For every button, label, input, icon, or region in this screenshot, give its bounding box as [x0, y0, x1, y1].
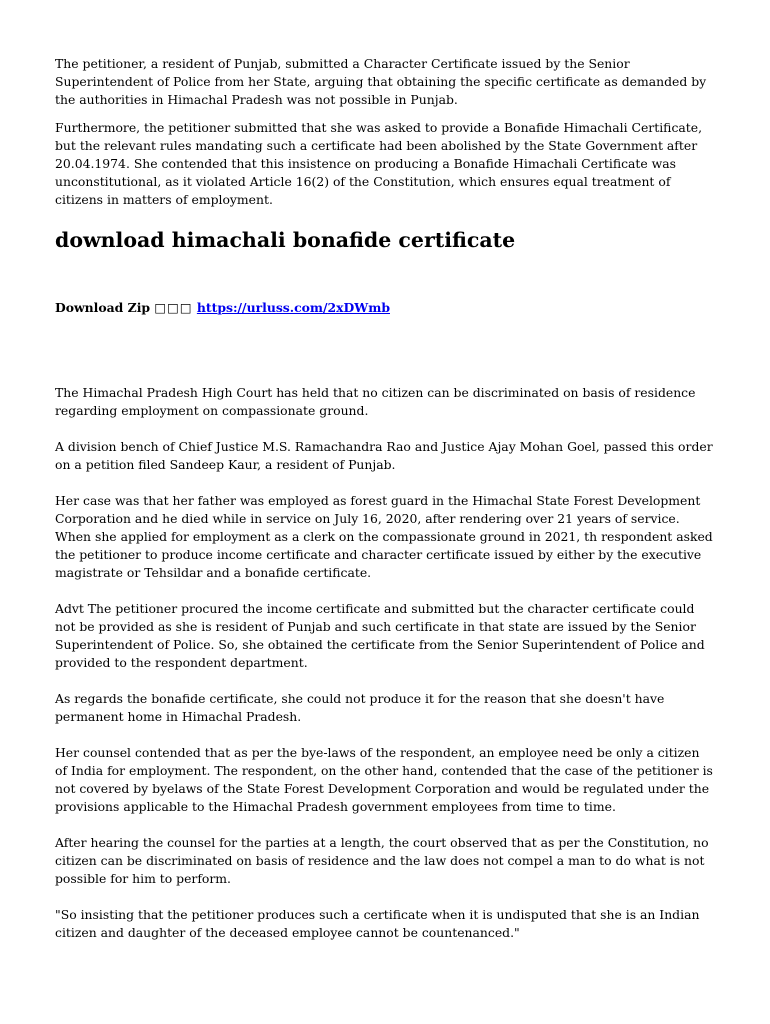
- body-paragraph-2: A division bench of Chief Justice M.S. Ramachandra Rao and Justice Ajay Mohan Goel, passed this order on a petition filed Sandeep Kaur, a resident of Punjab.: [55, 439, 713, 472]
- body-paragraph-6: Her counsel contended that as per the bye-laws of the respondent, an employee need be only a citizen of India for employment. The respondent, on the other hand, contended that the case of the petitioner is not covered by byelaws of the State Forest Development Corporation and would be regulated under the provisions applicable to the Himachal Pradesh government employees from time to time.: [55, 745, 713, 814]
- body-paragraph-4: Advt The petitioner procured the income certificate and submitted but the character certificate could not be provided as she is resident of Punjab and such certificate in that state are issued by the Senior Superintendent of Police. So, she obtained the certificate from the Senior Superintendent of Police and provided to the respondent department.: [55, 601, 705, 670]
- article-body: [55, 384, 715, 942]
- download-link[interactable]: https://urluss.com/2xDWmb: [196, 300, 390, 315]
- body-paragraph-7: After hearing the counsel for the parties at a length, the court observed that as per the Constitution, no citizen can be discriminated on basis of residence and the law does not compel a man to do what is not possible for him to perform.: [55, 835, 709, 886]
- download-label: Download Zip: [55, 300, 151, 315]
- body-paragraph-5: As regards the bonafide certificate, she could not produce it for the reason that she doesn't have permanent home in Himachal Pradesh.: [55, 691, 665, 724]
- document-page: [55, 55, 715, 960]
- download-line: [55, 299, 715, 317]
- arrow-glyphs-icon: □□□: [154, 300, 193, 315]
- body-paragraph-1: The Himachal Pradesh High Court has held that no citizen can be discriminated on basis of residence regarding employment on compassionate ground.: [55, 385, 696, 418]
- body-paragraph-8: "So insisting that the petitioner produces such a certificate when it is undisputed that she is an Indian citizen and daughter of the deceased employee cannot be countenanced.": [55, 907, 700, 940]
- intro-paragraph-2: Furthermore, the petitioner submitted that she was asked to provide a Bonafide Himachali Certificate, but the relevant rules mandating such a certificate had been abolished by the State Government after 20.04.1974. She contended that this insistence on producing a Bonafide Himachali Certificate was unconstitutional, as it violated Article 16(2) of the Constitution, which ensures equal treatment of citizens in matters of employment.: [55, 120, 703, 207]
- intro-paragraph-1: The petitioner, a resident of Punjab, submitted a Character Certificate issued by the Senior Superintendent of Police from her State, arguing that obtaining the specific certificate as demanded by the authorities in Himachal Pradesh was not possible in Punjab.: [55, 56, 707, 107]
- page-heading: download himachali bonafide certificate: [55, 228, 516, 252]
- body-paragraph-3: Her case was that her father was employed as forest guard in the Himachal State Forest Development Corporation and he died while in service on July 16, 2020, after rendering over 21 years of service. When she applied for employment as a clerk on the compassionate ground in 2021, th respondent asked the petitioner to produce income certificate and character certificate issued by either by the executive magistrate or Tehsildar and a bonafide certificate.: [55, 493, 713, 580]
